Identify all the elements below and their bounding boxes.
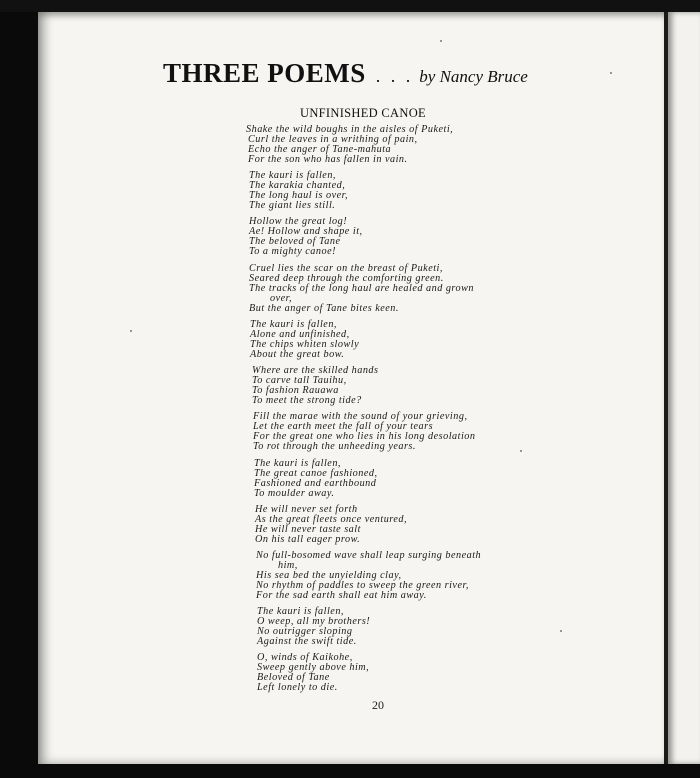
poem-line: He will never set forth [255,504,358,515]
poem-line: O, winds of Kaikohe, [257,652,353,663]
poem-line: The kauri is fallen, [249,170,336,181]
poem-line: To rot through the unheeding years. [253,441,416,453]
poem-line: To a mighty canoe! [249,246,337,258]
poem-line: Seared deep through the comforting green. [249,273,444,285]
facing-page-edge [668,12,700,764]
poem-line: The karakia chanted, [249,180,346,192]
poem-line: The kauri is fallen, [254,458,341,469]
scan-border [0,0,700,12]
poem-line: Ae! Hollow and shape it, [249,226,363,238]
poem-line: About the great bow. [250,349,345,361]
poem-line: Let the earth meet the fall of your tears [253,421,434,433]
poem-line: Left lonely to die. [257,682,338,694]
poem-line: O weep, all my brothers! [257,616,371,628]
poem-line: Sweep gently above him, [257,662,370,674]
poem-line: The beloved of Tane [249,236,341,248]
poem-line: His sea bed the unyielding clay, [256,570,402,582]
poem-line: Against the swift tide. [257,636,357,648]
poem-line: To meet the strong tide? [252,395,362,407]
scan-speck [560,630,562,632]
poem-line: For the great one who lies in his long desolation [253,431,476,443]
scan-speck [520,450,522,452]
poem-line: Fashioned and earthbound [254,478,377,490]
poem-line: No full-bosomed wave shall leap surging beneath [256,550,482,561]
poem-line: No outrigger sloping [257,626,353,638]
title-leader-dots: . . . [375,66,414,86]
poem-line: The long haul is over, [249,190,349,202]
poem-line: The great canoe fashioned, [254,468,378,480]
page-number: 20 [372,698,384,712]
page-title: THREE POEMS [163,58,366,88]
poem-line: To fashion Rauawa [252,385,339,397]
poem-line: over, [270,293,293,305]
poem-line: For the sad earth shall eat him away. [256,590,427,602]
poem-line: For the son who has fallen in vain. [248,154,408,166]
scan-speck [130,330,132,332]
poem-line: But the anger of Tane bites keen. [249,303,399,315]
poem-line: On his tall eager prow. [255,534,361,546]
poem-line: The tracks of the long haul are healed and grown [249,283,474,295]
poem-line: To moulder away. [254,488,335,500]
poem-line: Cruel lies the scar on the breast of Puketi, [249,263,443,274]
poem-line: Curl the leaves in a writhing of pain, [248,134,418,146]
poem-line: The chips whiten slowly [250,339,360,351]
poem-line: Beloved of Tane [257,672,330,684]
poem-line: Fill the marae with the sound of your grieving, [253,411,468,422]
poem-line: Echo the anger of Tane-mahuta [248,144,392,156]
poem-line: No rhythm of paddles to sweep the green river, [256,580,469,592]
poem-line: him, [278,560,298,572]
poem-line: Where are the skilled hands [252,365,379,376]
page-header [163,58,528,89]
poem-line: The giant lies still. [249,200,336,212]
scan-speck [610,72,612,74]
author-byline: by Nancy Bruce [419,67,528,86]
poem-line: To carve tall Tauihu, [252,375,347,387]
scan-speck [440,40,442,42]
poem-line: The kauri is fallen, [257,606,344,617]
poem-line: Hollow the great log! [249,216,348,227]
poem-line: Shake the wild boughs in the aisles of Puketi, [246,124,454,135]
poem-line: As the great fleets once ventured, [255,514,408,526]
poem-line: The kauri is fallen, [250,319,337,330]
poem-line: Alone and unfinished, [250,329,350,341]
poem-title: UNFINISHED CANOE [300,106,426,120]
poem-line: He will never taste salt [255,524,361,536]
